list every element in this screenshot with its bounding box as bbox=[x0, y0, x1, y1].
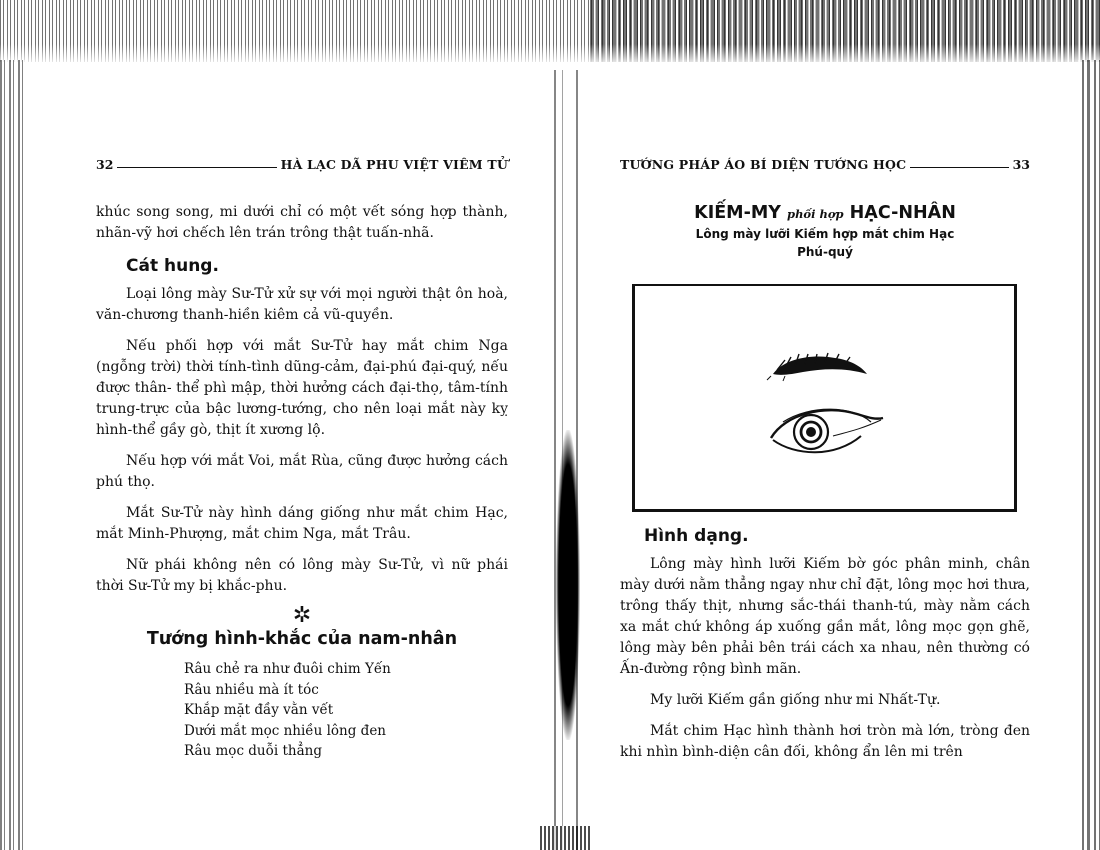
sword-eyebrow-drawing bbox=[767, 353, 867, 381]
header-rule bbox=[910, 167, 1008, 168]
running-head-left: HÀ LẠC DÃ PHU VIỆT VIÊM TỬ bbox=[280, 157, 508, 172]
title-phoi-hop: phối hợp bbox=[787, 207, 844, 221]
chapter-subtitle-2: Phú-quý bbox=[797, 245, 853, 259]
page-number-right: 33 bbox=[1012, 157, 1030, 172]
verse-line: Khắp mặt đầy vằn vết bbox=[184, 702, 334, 718]
verse-line: Dưới mắt mọc nhiều lông đen bbox=[184, 722, 386, 739]
paragraph-4: Mắt Sư-Tử này hình dáng giống như mắt chim Hạc, mắt Minh-Phượng, mắt chim Nga, mắt Trâu. bbox=[96, 505, 508, 542]
paragraph-3: Nếu hợp với mắt Voi, mắt Rùa, cũng được hưởng cách phú thọ. bbox=[96, 453, 508, 490]
right-page-header bbox=[620, 150, 1030, 172]
heading-cat-hung: Cát hung. bbox=[126, 256, 219, 276]
crane-eye-drawing bbox=[771, 409, 883, 452]
section-title: Tướng hình-khắc của nam-nhân bbox=[146, 629, 458, 649]
right-page bbox=[620, 150, 1030, 760]
scan-edge-left bbox=[0, 60, 26, 850]
chapter-title-block bbox=[620, 202, 1030, 261]
illustration-svg bbox=[635, 286, 1015, 510]
right-page-body bbox=[620, 526, 1030, 763]
verse-list bbox=[184, 659, 508, 762]
paragraph-5: Nữ phái không nên có lông mày Sư-Tử, vì nữ phái thời Sư-Tử my bị khắc-phu. bbox=[96, 557, 508, 594]
spine-shadow bbox=[556, 430, 580, 740]
paragraph-2: My lưỡi Kiếm gần giống như mi Nhất-Tự. bbox=[650, 692, 941, 708]
chapter-subtitle: Lông mày lưỡi Kiếm hợp mắt chim Hạc bbox=[695, 227, 955, 241]
header-rule bbox=[117, 167, 276, 168]
verse-line: Râu nhiều mà ít tóc bbox=[184, 681, 319, 698]
scan-fade bbox=[0, 44, 1100, 66]
paragraph-2: Nếu phối hợp với mắt Sư-Tử hay mắt chim Nga (ngỗng trời) thời tính-tình dũng-cảm, đại-phú đại-quý, nếu được thân- thể phì mập, thời hưởng cách đại-thọ, tâm-tính trung-trực của bậc lương-tướng, cho nên loại mắt này kỵ hình-thể gầy gò, thịt ít xương lộ. bbox=[96, 338, 508, 438]
eye-brow-illustration bbox=[632, 284, 1017, 512]
running-head-right: TƯỚNG PHÁP ÁO BÍ DIỆN TƯỚNG HỌC bbox=[620, 157, 907, 172]
page-number-left: 32 bbox=[96, 157, 114, 172]
heading-hinh-dang: Hình dạng. bbox=[644, 526, 749, 546]
left-page bbox=[96, 150, 508, 759]
scan-edge-right bbox=[1078, 60, 1100, 850]
title-kiem-my: KIẾM-MY bbox=[694, 203, 781, 223]
verse-line: Râu mọc duỗi thẳng bbox=[184, 743, 322, 759]
paragraph-3: Mắt chim Hạc hình thành hơi tròn mà lớn, tròng đen khi nhìn bình-diện cân đối, không ẩn lên mi trên bbox=[620, 723, 1030, 760]
paragraph-1: Loại lông mày Sư-Tử xử sự với mọi người thật ôn hoà, văn-chương thanh-hiền kiêm cả vũ-quyền. bbox=[96, 286, 508, 323]
ornament-star: ✲ bbox=[292, 603, 312, 628]
title-hac-nhan: HẠC-NHÂN bbox=[849, 203, 956, 223]
intro-paragraph: khúc song song, mi dưới chỉ có một vết sóng hợp thành, nhãn-vỹ hơi chếch lên trán trông thật tuấn-nhã. bbox=[96, 204, 508, 241]
spine-bottom-noise bbox=[540, 826, 590, 850]
left-page-header bbox=[96, 150, 508, 172]
left-page-body bbox=[96, 202, 508, 762]
verse-line: Râu chẻ ra như đuôi chim Yến bbox=[184, 661, 391, 677]
chapter-title bbox=[620, 202, 1030, 225]
paragraph-1: Lông mày hình lưỡi Kiếm bờ góc phân minh, chân mày dưới nằm thẳng ngay như chỉ đặt, lông mọc hơi thưa, trông thấy thịt, nhưng sắc-thái thanh-tú, mày nằm cách xa mắt chứ không áp xuống gần mắt, lông mọc gọn ghẽ, lông mày bên phải bên trái cách xa nhau, nên thường có Ấn-đường rộng bình mãn. bbox=[620, 556, 1030, 677]
